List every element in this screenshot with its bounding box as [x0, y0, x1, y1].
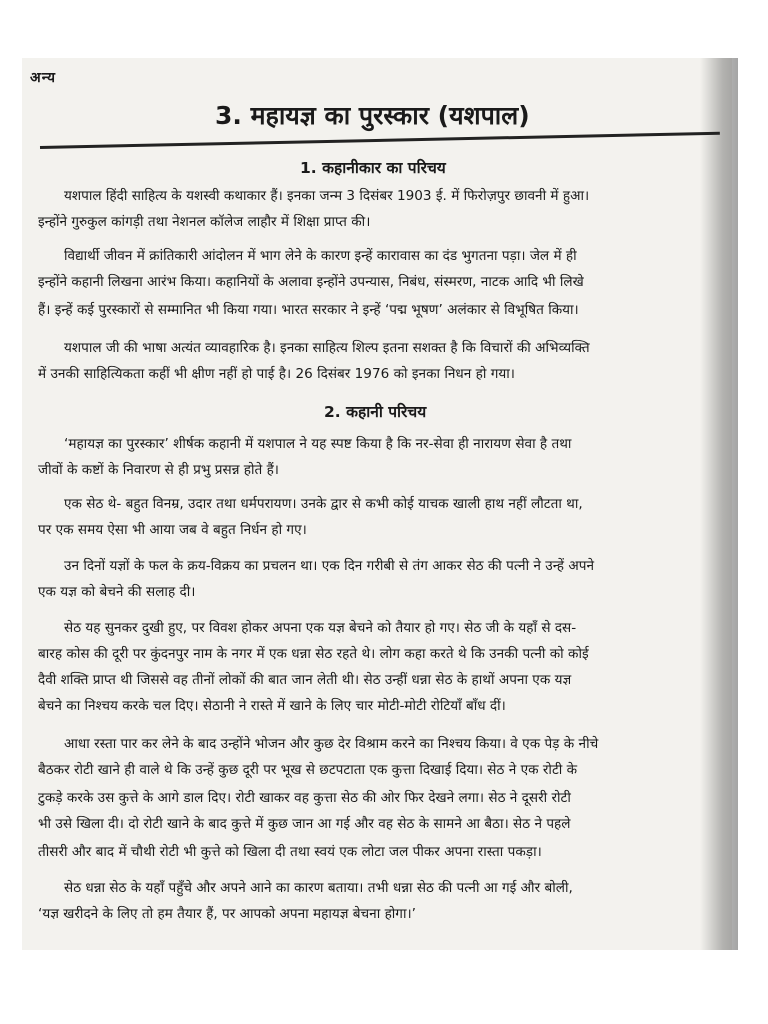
text-line: सेठ धन्ना सेठ के यहाँ पहुँचे और अपने आने का कारण बताया। तभी धन्ना सेठ की पत्नी आ गई और बोली, [64, 880, 573, 896]
text-line: टुकड़े करके उस कुत्ते के आगे डाल दिए। रोटी खाकर वह कुत्ता सेठ की ओर फिर देखने लगा। सेठ ने दूसरी रोटी [38, 790, 571, 806]
text-line: जीवों के कष्टों के निवारण से ही प्रभु प्रसन्न होते हैं। [38, 462, 279, 478]
page-edge-shadow [700, 58, 738, 950]
section-heading-story: 2. कहानी परिचय [324, 403, 427, 421]
text-line: एक यज्ञ को बेचने की सलाह दी। [38, 584, 196, 600]
text-line: में उनकी साहित्यिकता कहीं भी क्षीण नहीं हो पाई है। 26 दिसंबर 1976 को इनका निधन हो गया। [38, 366, 515, 382]
text-line: हैं। इन्हें कई पुरस्कारों से सम्मानित भी किया गया। भारत सरकार ने इन्हें ‘पद्म भूषण’ अलंकार से विभूषित किया। [38, 302, 579, 318]
chapter-title: 3. महायज्ञ का पुरस्कार (यशपाल) [215, 101, 530, 130]
text-line: बारह कोस की दूरी पर कुंदनपुर नाम के नगर में एक धन्ना सेठ रहते थे। लोग कहा करते थे कि उनकी पत्नी को कोई [38, 646, 589, 662]
text-line: दैवी शक्ति प्राप्त थी जिससे वह तीनों लोकों की बात जान लेती थी। सेठ उन्हीं धन्ना सेठ के हाथों अपना एक यज्ञ [38, 672, 572, 688]
text-line: ‘महायज्ञ का पुरस्कार’ शीर्षक कहानी में यशपाल ने यह स्पष्ट किया है कि नर-सेवा ही नारायण सेवा है तथा [64, 436, 572, 452]
text-line: भी उसे खिला दी। दो रोटी खाने के बाद कुत्ते में कुछ जान आ गई और वह सेठ के सामने आ बैठा। सेठ ने पहले [38, 816, 571, 832]
text-line: उन दिनों यज्ञों के फल के क्रय-विक्रय का प्रचलन था। एक दिन गरीबी से तंग आकर सेठ की पत्नी ने उन्हें अपने [64, 558, 594, 574]
text-line: इन्होंने गुरुकुल कांगड़ी तथा नेशनल कॉलेज लाहौर में शिक्षा प्राप्त की। [38, 214, 371, 230]
section-heading-author: 1. कहानीकार का परिचय [300, 159, 446, 177]
text-line: एक सेठ थे- बहुत विनम्र, उदार तथा धर्मपरायण। उनके द्वार से कभी कोई याचक खाली हाथ नहीं लौटता था, [64, 496, 583, 512]
text-line: तीसरी और बाद में चौथी रोटी भी कुत्ते को खिला दी तथा स्वयं एक लोटा जल पीकर अपना रास्ता पकड़ा। [38, 844, 542, 860]
text-line: बेचने का निश्चय करके चल दिए। सेठानी ने रास्ते में खाने के लिए चार मोटी-मोटी रोटियाँ बाँध दीं। [38, 698, 506, 714]
text-line: ‘यज्ञ खरीदने के लिए तो हम तैयार हैं, पर आपको अपना महायज्ञ बेचना होगा।’ [38, 906, 416, 922]
text-line: विद्यार्थी जीवन में क्रांतिकारी आंदोलन में भाग लेने के कारण इन्हें कारावास का दंड भुगतना पड़ा। जेल में ही [64, 248, 577, 264]
text-line: आधा रस्ता पार कर लेने के बाद उन्होंने भोजन और कुछ देर विश्राम करने का निश्चय किया। वे एक पेड़ के नीचे [64, 736, 599, 752]
text-line: यशपाल जी की भाषा अत्यंत व्यावहारिक है। इनका साहित्य शिल्प इतना सशक्त है कि विचारों की अभिव्यक्ति [64, 340, 590, 356]
text-line: इन्होंने कहानी लिखना आरंभ किया। कहानियों के अलावा इन्होंने उपन्यास, निबंध, संस्मरण, नाटक आदि भी लिखे [38, 274, 584, 290]
text-line: बैठकर रोटी खाने ही वाले थे कि उन्हें कुछ दूरी पर भूख से छटपटाता एक कुत्ता दिखाई दिया। सेठ ने एक रोटी के [38, 762, 578, 778]
text-line: यशपाल हिंदी साहित्य के यशस्वी कथाकार हैं। इनका जन्म 3 दिसंबर 1903 ई. में फिरोज़पुर छावनी में हुआ। [64, 188, 590, 204]
text-line: पर एक समय ऐसा भी आया जब वे बहुत निर्धन हो गए। [38, 522, 307, 538]
text-line: सेठ यह सुनकर दुखी हुए, पर विवश होकर अपना एक यज्ञ बेचने को तैयार हो गए। सेठ जी के यहाँ से दस- [64, 620, 577, 636]
corner-mark: अन्य [30, 70, 56, 86]
